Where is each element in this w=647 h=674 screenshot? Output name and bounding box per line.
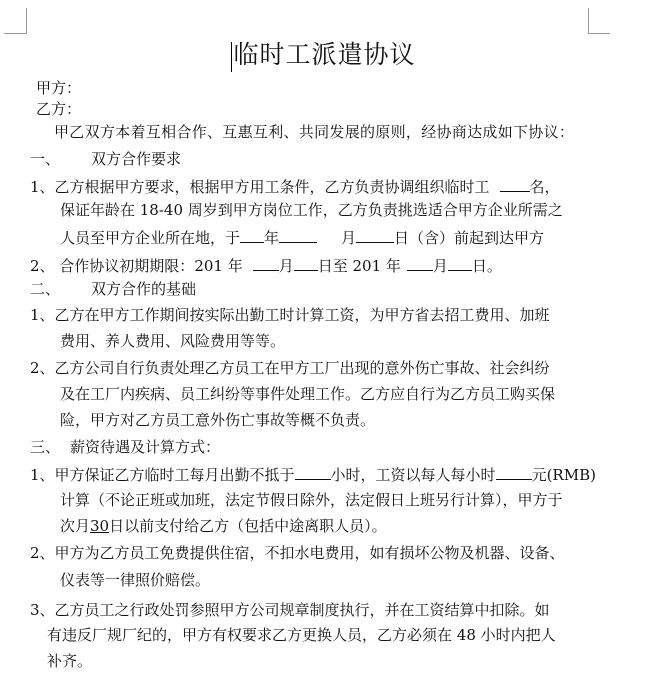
hourly-rate-blank <box>496 463 532 480</box>
arrival-month-blank <box>279 226 317 243</box>
start-month-blank <box>253 254 279 271</box>
section3-item3-line2: 有违反厂规厂纪的，甲方有权要求乙方更换人员，乙方必须在 48 小时内把人 <box>47 626 556 644</box>
section2-item1-line1: 1、乙方在甲方工作期间按实际出勤工时计算工资，为甲方省去招工费用、加班 <box>30 306 550 324</box>
min-hours-blank <box>295 463 331 480</box>
end-month-blank <box>407 254 433 271</box>
worker-count-blank <box>500 175 530 192</box>
payday-value: 30 <box>90 517 110 535</box>
party-b-line: 乙方： <box>36 100 82 118</box>
start-day-blank <box>294 254 318 271</box>
section2-item2-line1: 2、乙方公司自行负责处理乙方员工在甲方工厂出现的意外伤亡事故、社会纠纷 <box>30 359 550 377</box>
section3-item2-line2: 仪表等一律照价赔偿。 <box>60 571 211 589</box>
section1-number: 一、 <box>30 150 61 168</box>
preamble-paragraph: 甲乙双方本着互相合作、互惠互利、共同发展的原则，经协商达成如下协议： <box>54 123 575 141</box>
margin-corner-top-right <box>588 8 610 34</box>
section2-item2-line2: 及在工厂内疾病、员工纠纷等事件处理工作。乙方应自行为乙方员工购买保 <box>60 385 556 403</box>
section3-item3-line1: 3、乙方员工之行政处罚参照甲方公司规章制度执行，并在工资结算中扣除。如 <box>30 601 550 619</box>
section2-number: 二、 <box>30 280 61 298</box>
arrival-day-blank <box>356 226 394 243</box>
arrival-year-blank <box>240 226 264 243</box>
party-a-line: 甲方： <box>36 79 82 97</box>
section2-item1-line2: 费用、养人费用、风险费用等等。 <box>60 332 286 350</box>
section3-title: 薪资待遇及计算方式： <box>70 438 221 456</box>
section3-heading <box>30 437 220 457</box>
section1-item1-line2: 保证年龄在 18-40 周岁到甲方岗位工作，乙方负责挑选适合甲方企业所需之 <box>60 201 563 219</box>
section3-item1-line1: 1、甲方保证乙方临时工每月出勤不抵于 小时，工资以每人每小时 元(RMB) <box>30 463 596 485</box>
section1-item1-line1: 1、乙方根据甲方要求，根据甲方用工条件，乙方负责协调组织临时工 名， <box>30 175 560 197</box>
section1-item1-line3: 人员至甲方企业所在地，于 年 月 日（含）前起到达甲方 <box>60 226 544 248</box>
end-day-blank <box>448 254 472 271</box>
section2-title: 双方合作的基础 <box>91 280 197 298</box>
document-title: 临时工派遣协议 <box>0 38 647 72</box>
section1-heading <box>30 149 181 169</box>
section1-item2: 2、 合作协议初期期限：201 年 月 日至 201 年 月 日。 <box>30 254 502 276</box>
section2-item2-line3: 险，甲方对乙方员工意外伤亡事故等概不负责。 <box>60 411 376 429</box>
section3-item3-line3: 补齐。 <box>47 652 93 670</box>
section2-heading <box>30 279 196 299</box>
section3-item2-line1: 2、甲方为乙方员工免费提供住宿，不扣水电费用，如有损坏公物及机器、设备、 <box>30 544 565 562</box>
section3-number: 三、 <box>30 438 61 456</box>
section1-title: 双方合作要求 <box>91 150 182 168</box>
margin-corner-top-left <box>4 8 27 34</box>
section3-item1-line3: 次月30日以前支付给乙方（包括中途离职人员）。 <box>60 517 387 535</box>
section3-item1-line2: 计算（不论正班或加班，法定节假日除外，法定假日上班另行计算），甲方于 <box>60 491 563 509</box>
